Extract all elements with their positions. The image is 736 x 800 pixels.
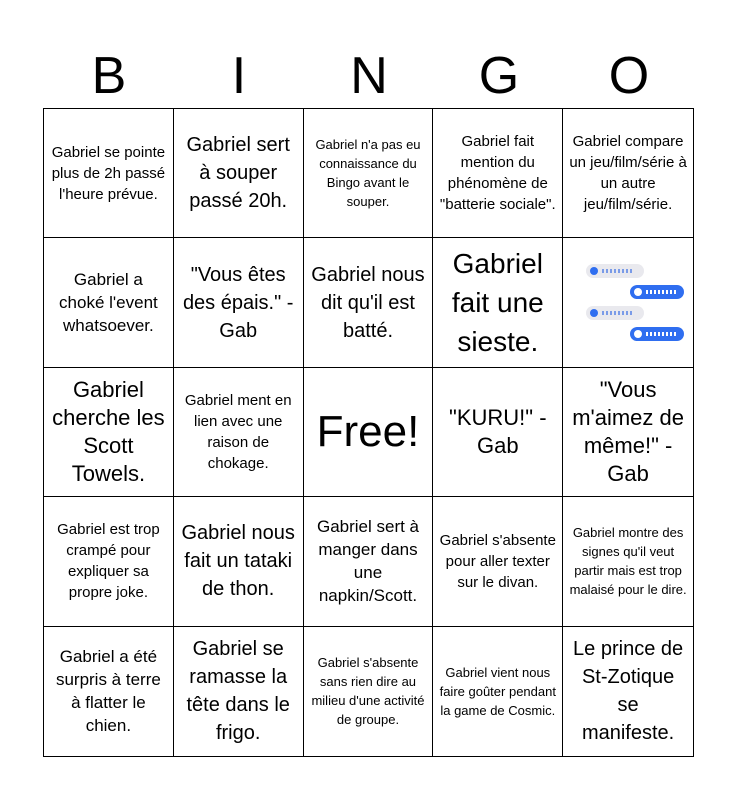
- bingo-cell[interactable]: Gabriel fait une sieste.: [433, 238, 563, 367]
- bingo-cell[interactable]: Gabriel fait mention du phénomène de "batterie sociale".: [433, 109, 563, 238]
- bingo-cell-image[interactable]: [563, 238, 693, 367]
- bingo-cell[interactable]: Gabriel se ramasse la tête dans le frigo.: [174, 627, 304, 756]
- bingo-cell[interactable]: Gabriel a été surpris à terre à flatter le chien.: [44, 627, 174, 756]
- bingo-cell[interactable]: Gabriel compare un jeu/film/série à un autre jeu/film/série.: [563, 109, 693, 238]
- title-letter-b: B: [91, 47, 127, 105]
- bingo-cell[interactable]: Gabriel a choké l'event whatsoever.: [44, 238, 174, 367]
- bingo-cell[interactable]: Gabriel s'absente pour aller texter sur le divan.: [433, 497, 563, 626]
- bingo-cell[interactable]: Gabriel se pointe plus de 2h passé l'heure prévue.: [44, 109, 174, 238]
- bingo-cell[interactable]: "KURU!" - Gab: [433, 368, 563, 497]
- bingo-cell[interactable]: Gabriel sert à souper passé 20h.: [174, 109, 304, 238]
- bingo-cell[interactable]: "Vous m'aimez de même!" - Gab: [563, 368, 693, 497]
- free-cell[interactable]: Free!: [304, 368, 434, 497]
- bingo-grid: [43, 108, 694, 757]
- bingo-cell[interactable]: Gabriel nous fait un tataki de thon.: [174, 497, 304, 626]
- title-letter-n: N: [350, 47, 388, 105]
- voice-messages-icon: [572, 258, 684, 348]
- bingo-cell[interactable]: Gabriel s'absente sans rien dire au milieu d'une activité de groupe.: [304, 627, 434, 756]
- bingo-title: [44, 44, 694, 108]
- title-letter-o: O: [608, 47, 650, 105]
- bingo-cell[interactable]: Gabriel vient nous faire goûter pendant la game de Cosmic.: [433, 627, 563, 756]
- bingo-cell[interactable]: Gabriel est trop crampé pour expliquer sa propre joke.: [44, 497, 174, 626]
- bingo-cell[interactable]: Gabriel n'a pas eu connaissance du Bingo avant le souper.: [304, 109, 434, 238]
- title-letter-i: I: [231, 47, 247, 105]
- bingo-cell[interactable]: Gabriel sert à manger dans une napkin/Scott.: [304, 497, 434, 626]
- bingo-cell[interactable]: Gabriel nous dit qu'il est batté.: [304, 238, 434, 367]
- title-letter-g: G: [478, 47, 520, 105]
- bingo-cell[interactable]: Gabriel montre des signes qu'il veut partir mais est trop malaisé pour le dire.: [563, 497, 693, 626]
- bingo-cell[interactable]: Gabriel cherche les Scott Towels.: [44, 368, 174, 497]
- bingo-cell[interactable]: Gabriel ment en lien avec une raison de chokage.: [174, 368, 304, 497]
- bingo-cell[interactable]: Le prince de St-Zotique se manifeste.: [573, 638, 684, 745]
- bingo-cell[interactable]: "Vous êtes des épais." - Gab: [174, 238, 304, 367]
